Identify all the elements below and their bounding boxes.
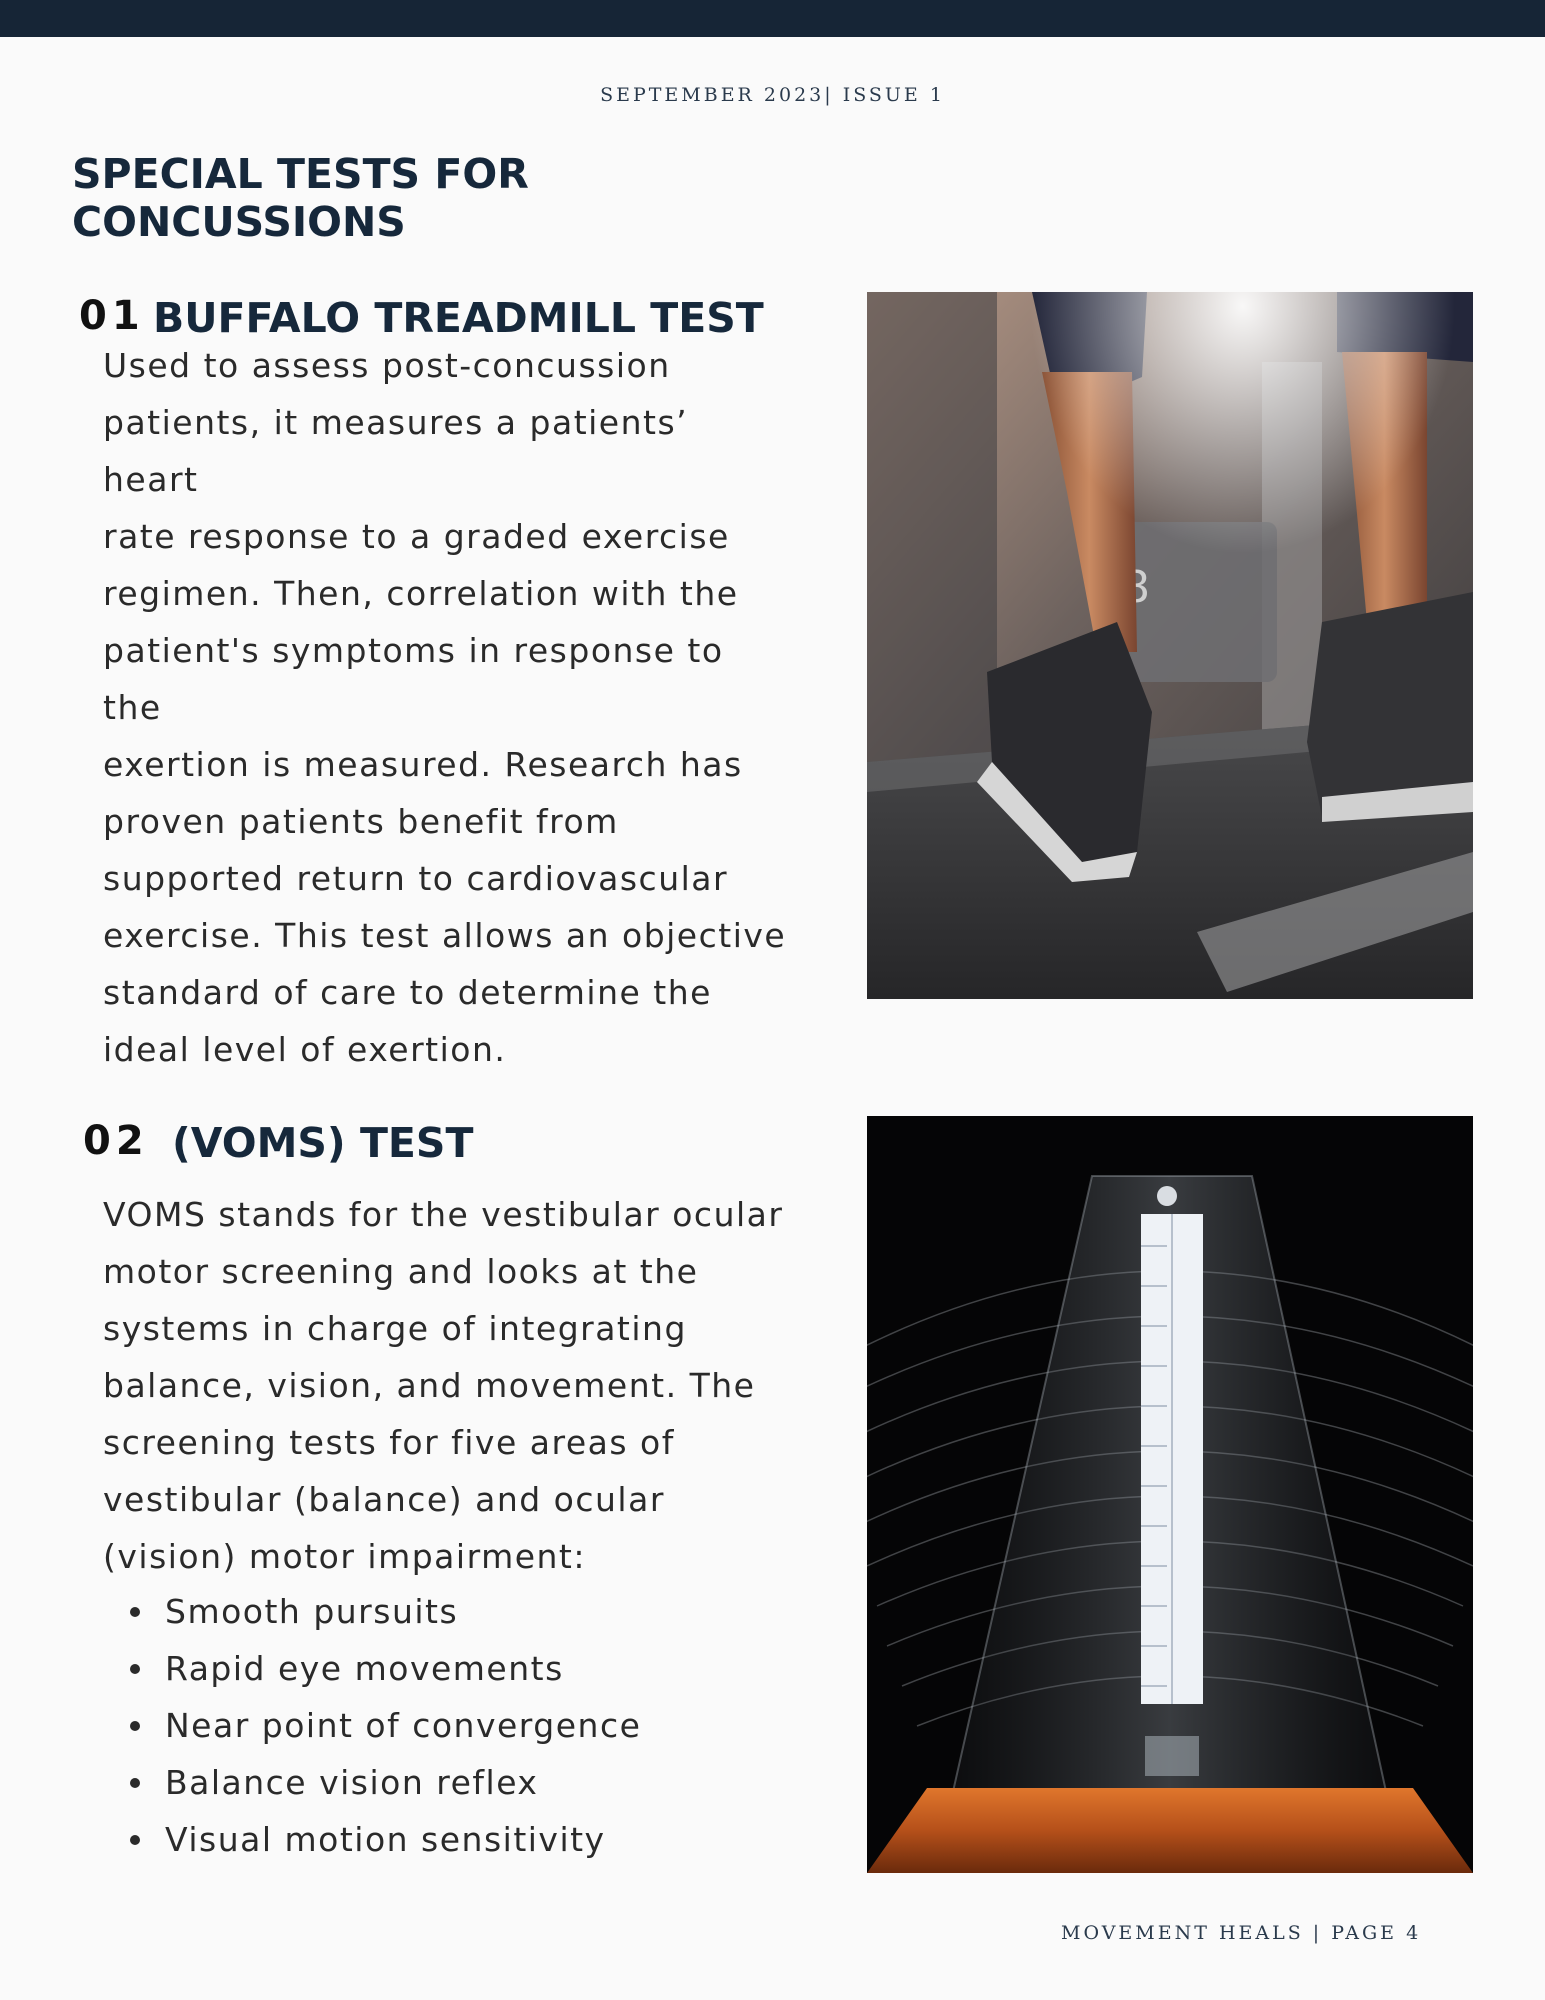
list-item <box>103 1583 641 1640</box>
top-banner <box>0 0 1545 37</box>
section-number: 01 <box>79 293 145 339</box>
list-item-label: Smooth pursuits <box>165 1592 459 1631</box>
bullet-icon <box>130 1607 140 1617</box>
metronome-photo <box>867 1116 1473 1873</box>
bullet-icon <box>130 1778 140 1788</box>
list-item-label: Balance vision reflex <box>165 1763 539 1802</box>
section-number: 02 <box>83 1118 149 1164</box>
bullet-icon <box>130 1664 140 1674</box>
page-title: SPECIAL TESTS FOR CONCUSSIONS <box>72 150 529 246</box>
footer-label: MOVEMENT HEALS | PAGE 4 <box>1061 1922 1422 1944</box>
bullet-icon <box>130 1721 140 1731</box>
section-body: VOMS stands for the vestibular ocular motor screening and looks at the systems in charge of integrating balance, vision, and movement. The screening tests for five areas of vestibular (balance) and ocular (vision) motor impairment: <box>103 1195 784 1576</box>
section-title: BUFFALO TREADMILL TEST <box>153 294 764 342</box>
list-item-label: Near point of convergence <box>165 1706 642 1745</box>
section-title: (VOMS) TEST <box>172 1119 474 1167</box>
treadmill-photo <box>867 292 1473 999</box>
list-item <box>103 1754 641 1811</box>
bullet-icon <box>130 1835 140 1845</box>
list-item-label: Rapid eye movements <box>165 1649 564 1688</box>
list-item <box>103 1640 641 1697</box>
list-item <box>103 1697 641 1754</box>
section-body: Used to assess post-concussion patients, it measures a patients’ heart rate response to a graded exercise regimen. Then, correlation with the patient's symptoms in response to the exertion is measured. Research has proven patients benefit from supported return to cardiovascular exercise. This test allows an objective standard of care to determine the ideal level of exertion. <box>103 346 787 1069</box>
list-item <box>103 1811 641 1868</box>
list-item-label: Visual motion sensitivity <box>165 1820 606 1859</box>
issue-label: SEPTEMBER 2023| ISSUE 1 <box>600 84 945 106</box>
bullet-list <box>103 1583 641 1868</box>
